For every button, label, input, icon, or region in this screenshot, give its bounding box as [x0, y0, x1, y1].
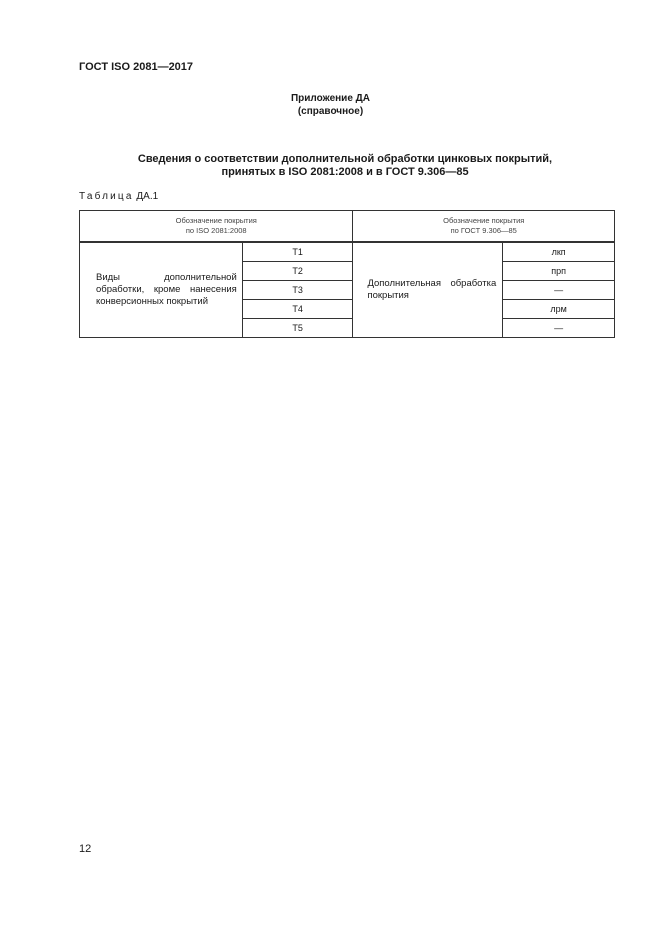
appendix-heading: [0, 92, 661, 118]
header-iso-line-2: по ISO 2081:2008: [185, 226, 247, 235]
correspondence-table: [79, 210, 615, 338]
table-caption-prefix: Таблица: [79, 191, 134, 202]
table-header-row: [80, 211, 615, 243]
section-title-line-1: Сведения о соответствии дополнительной обработки цинковых покрытий,: [137, 153, 553, 165]
section-title: [0, 153, 661, 179]
section-title-line-2: принятых в ISO 2081:2008 и в ГОСТ 9.306—85: [221, 166, 469, 178]
appendix-title: Приложение ДА: [290, 93, 371, 104]
gost-code-cell: —: [503, 281, 615, 300]
gost-description-cell: Дополнительная обработка покрытия: [353, 242, 503, 338]
iso-code-cell: T5: [242, 319, 353, 338]
gost-code-cell: прп: [503, 262, 615, 281]
iso-code-cell: T2: [242, 262, 353, 281]
iso-code-cell: T1: [242, 242, 353, 262]
page-number: 12: [79, 843, 92, 855]
header-gost-line-1: Обозначение покрытия: [443, 216, 525, 225]
iso-code-cell: T3: [242, 281, 353, 300]
header-iso-line-1: Обозначение покрытия: [175, 216, 257, 225]
iso-code-cell: T4: [242, 300, 353, 319]
gost-code-cell: —: [503, 319, 615, 338]
header-iso: [80, 211, 353, 243]
gost-code-cell: лрм: [503, 300, 615, 319]
iso-description-cell: Виды дополнительной обработки, кроме нанесения конверсионных покрытий: [80, 242, 243, 338]
table-caption-number: ДА.1: [136, 191, 159, 202]
appendix-subtitle: (справочное): [297, 106, 364, 117]
table-caption: [79, 191, 158, 202]
header-gost-line-2: по ГОСТ 9.306—85: [450, 226, 517, 235]
gost-code-cell: лкп: [503, 242, 615, 262]
header-gost: [353, 211, 615, 243]
document-header: ГОСТ ISO 2081—2017: [79, 61, 194, 73]
table-row: [80, 242, 615, 262]
